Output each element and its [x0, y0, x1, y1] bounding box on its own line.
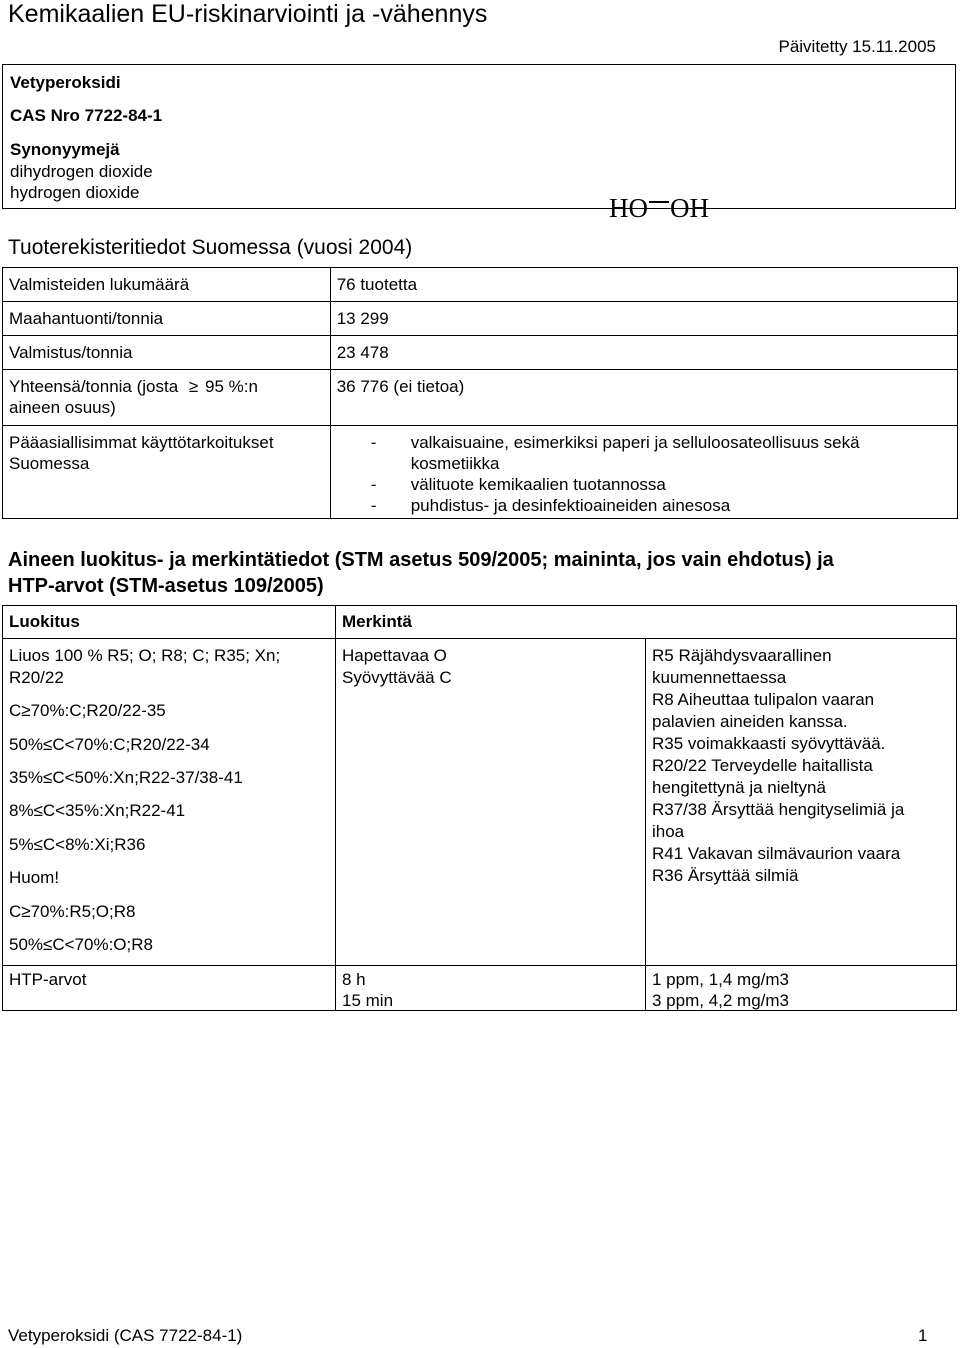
table-row	[3, 268, 958, 302]
row-value: 13 299	[330, 302, 957, 336]
luokitus-line: 50%≤C<70%:C;R20/22-34	[9, 735, 210, 754]
divider	[335, 606, 336, 1010]
list-item: - puhdistus- ja desinfektioaineiden ainesosa	[371, 495, 951, 516]
cas-number: CAS Nro 7722-84-1	[10, 106, 163, 125]
divider	[3, 638, 956, 639]
row-value: 76 tuotetta	[330, 268, 957, 302]
luokitus-line: Huom!	[9, 868, 60, 887]
luokitus-line: 8%≤C<35%:Xn;R22-41	[9, 801, 186, 820]
uses-list	[371, 432, 951, 516]
classification-table	[2, 605, 957, 1011]
table-row	[3, 426, 958, 519]
htp-time: 8 h	[342, 970, 366, 989]
risk-phrase: R36 Ärsyttää silmiä	[652, 866, 799, 885]
luokitus-line: R20/22	[9, 668, 64, 687]
table-row	[3, 370, 958, 426]
bond-line	[649, 201, 669, 203]
list-item: - välituote kemikaalien tuotannossa	[371, 474, 951, 495]
uses-cell	[330, 426, 957, 519]
merkinta-line: Syövyttävää C	[342, 668, 452, 687]
table-row	[3, 336, 958, 370]
synonyms-label: Synonyymejä	[10, 140, 120, 159]
col-header-merkinta: Merkintä	[342, 612, 412, 631]
footer-text: Vetyperoksidi (CAS 7722-84-1)	[8, 1326, 243, 1345]
risk-phrase: hengitettynä ja nieltynä	[652, 778, 826, 797]
risk-phrase: R8 Aiheuttaa tulipalon vaaran	[652, 690, 875, 709]
luokitus-line: 5%≤C<8%:Xi;R36	[9, 835, 146, 854]
formula-left: HO	[609, 193, 648, 223]
classification-title-line2: HTP-arvot (STM-asetus 109/2005)	[8, 575, 324, 597]
synonym-item: dihydrogen dioxide	[10, 162, 153, 181]
page-title: Kemikaalien EU-riskinarviointi ja -vähennys	[8, 0, 488, 28]
risk-phrase: R41 Vakavan silmävaurion vaara	[652, 844, 901, 863]
registry-table	[2, 267, 958, 519]
htp-value: 1 ppm, 1,4 mg/m3	[652, 970, 790, 989]
risk-phrase: palavien aineiden kanssa.	[652, 712, 848, 731]
row-value: 36 776 (ei tietoa)	[330, 370, 957, 426]
risk-phrase: R35 voimakkaasti syövyttävää.	[652, 734, 886, 753]
synonym-item: hydrogen dioxide	[10, 183, 140, 202]
merkinta-line: Hapettavaa O	[342, 646, 447, 665]
list-item: - valkaisuaine, esimerkiksi paperi ja selluloosateollisuus sekä kosmetiikka	[371, 432, 951, 474]
luokitus-line: Liuos 100 % R5; O; R8; C; R35; Xn;	[9, 646, 281, 665]
risk-phrase: ihoa	[652, 822, 685, 841]
row-label: Pääasiallisimmat käyttötarkoitukset Suomessa	[3, 426, 331, 519]
col-header-luokitus: Luokitus	[9, 612, 80, 631]
row-label: Valmisteiden lukumäärä	[3, 268, 331, 302]
updated-date: Päivitetty 15.11.2005	[778, 37, 936, 56]
greater-equal-symbol: ≥	[188, 377, 199, 396]
htp-value: 3 ppm, 4,2 mg/m3	[652, 991, 790, 1010]
structural-formula	[609, 193, 709, 223]
risk-phrase: R5 Räjähdysvaarallinen	[652, 646, 832, 665]
luokitus-line: 35%≤C<50%:Xn;R22-37/38-41	[9, 768, 243, 787]
row-label: Maahantuonti/tonnia	[3, 302, 331, 336]
risk-phrase: R20/22 Terveydelle haitallista	[652, 756, 873, 775]
registry-title: Tuoterekisteritiedot Suomessa (vuosi 2004)	[8, 236, 413, 259]
luokitus-line: C≥70%:C;R20/22-35	[9, 701, 166, 720]
table-row	[3, 302, 958, 336]
risk-phrase: kuumennettaessa	[652, 668, 787, 687]
luokitus-line: 50%≤C<70%:O;R8	[9, 935, 153, 954]
classification-title-line1: Aineen luokitus- ja merkintätiedot (STM asetus 509/2005; maininta, jos vain ehdotus) ja	[8, 549, 834, 571]
substance-box	[2, 64, 956, 223]
row-label: Valmistus/tonnia	[3, 336, 331, 370]
formula-right: OH	[670, 193, 709, 223]
row-label: Yhteensä/tonnia (josta ≥ 95 %:n aineen osuus)	[3, 370, 331, 426]
risk-phrase: R37/38 Ärsyttää hengityselimiä ja	[652, 800, 905, 819]
luokitus-line: C≥70%:R5;O;R8	[9, 902, 136, 921]
divider	[3, 965, 956, 966]
divider	[645, 638, 646, 1010]
htp-label: HTP-arvot	[9, 970, 87, 989]
substance-name: Vetyperoksidi	[10, 73, 121, 92]
page-number: 1	[918, 1326, 928, 1345]
row-value: 23 478	[330, 336, 957, 370]
htp-time: 15 min	[342, 991, 394, 1010]
